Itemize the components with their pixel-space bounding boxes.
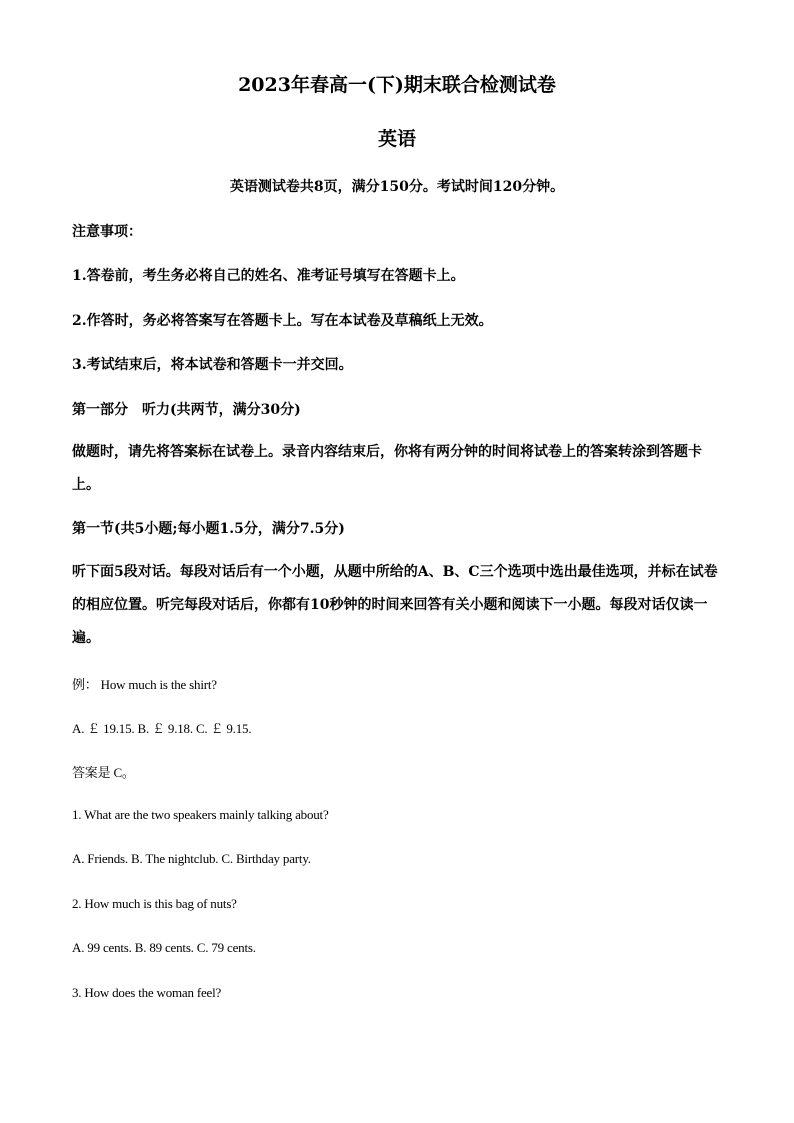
note-item: 1.答卷前，考生务必将自己的姓名、准考证号填写在答题卡上。: [72, 268, 465, 284]
section1-heading: 第一节(共5小题;每小题1.5分，满分7.5分): [72, 521, 345, 537]
section1-instruction: 听下面5段对话。每段对话后有一个小题，从题中所给的A、B、C三个选项中选出最佳选项，并标在试卷的相应位置。听完每段对话后，你都有10秒钟的时间来回答有关小题和阅读下一小题。每段对话仅读一遍。: [72, 564, 718, 646]
example-options: A. ￡ 19.15. B. ￡ 9.18. C. ￡ 9.15.: [72, 721, 252, 736]
exam-title: 2023年春高一(下)期末联合检测试卷: [238, 74, 556, 96]
question-3: 3. How does the woman feel?: [72, 985, 222, 1000]
example-question: 例： How much is the shirt?: [72, 677, 217, 692]
question-2: 2. How much is this bag of nuts?: [72, 896, 237, 911]
part1-heading: 第一部分 听力(共两节，满分30分): [72, 402, 301, 418]
question-1: 1. What are the two speakers mainly talking about?: [72, 807, 329, 822]
exam-info: 英语测试卷共8页，满分150分。考试时间120分钟。: [229, 179, 565, 195]
subject-title: 英语: [377, 128, 416, 150]
note-item: 2.作答时，务必将答案写在答题卡上。写在本试卷及草稿纸上无效。: [72, 313, 493, 329]
example-answer: 答案是 C。: [72, 765, 135, 780]
note-item: 3.考试结束后，将本试卷和答题卡一并交回。: [72, 357, 353, 373]
part1-instruction: 做题时，请先将答案标在试卷上。录音内容结束后，你将有两分钟的时间将试卷上的答案转涂到答题卡上。: [72, 444, 702, 493]
question-1-options: A. Friends. B. The nightclub. C. Birthday party.: [72, 851, 311, 866]
notes-heading: 注意事项：: [72, 224, 142, 240]
question-2-options: A. 99 cents. B. 89 cents. C. 79 cents.: [72, 940, 256, 955]
